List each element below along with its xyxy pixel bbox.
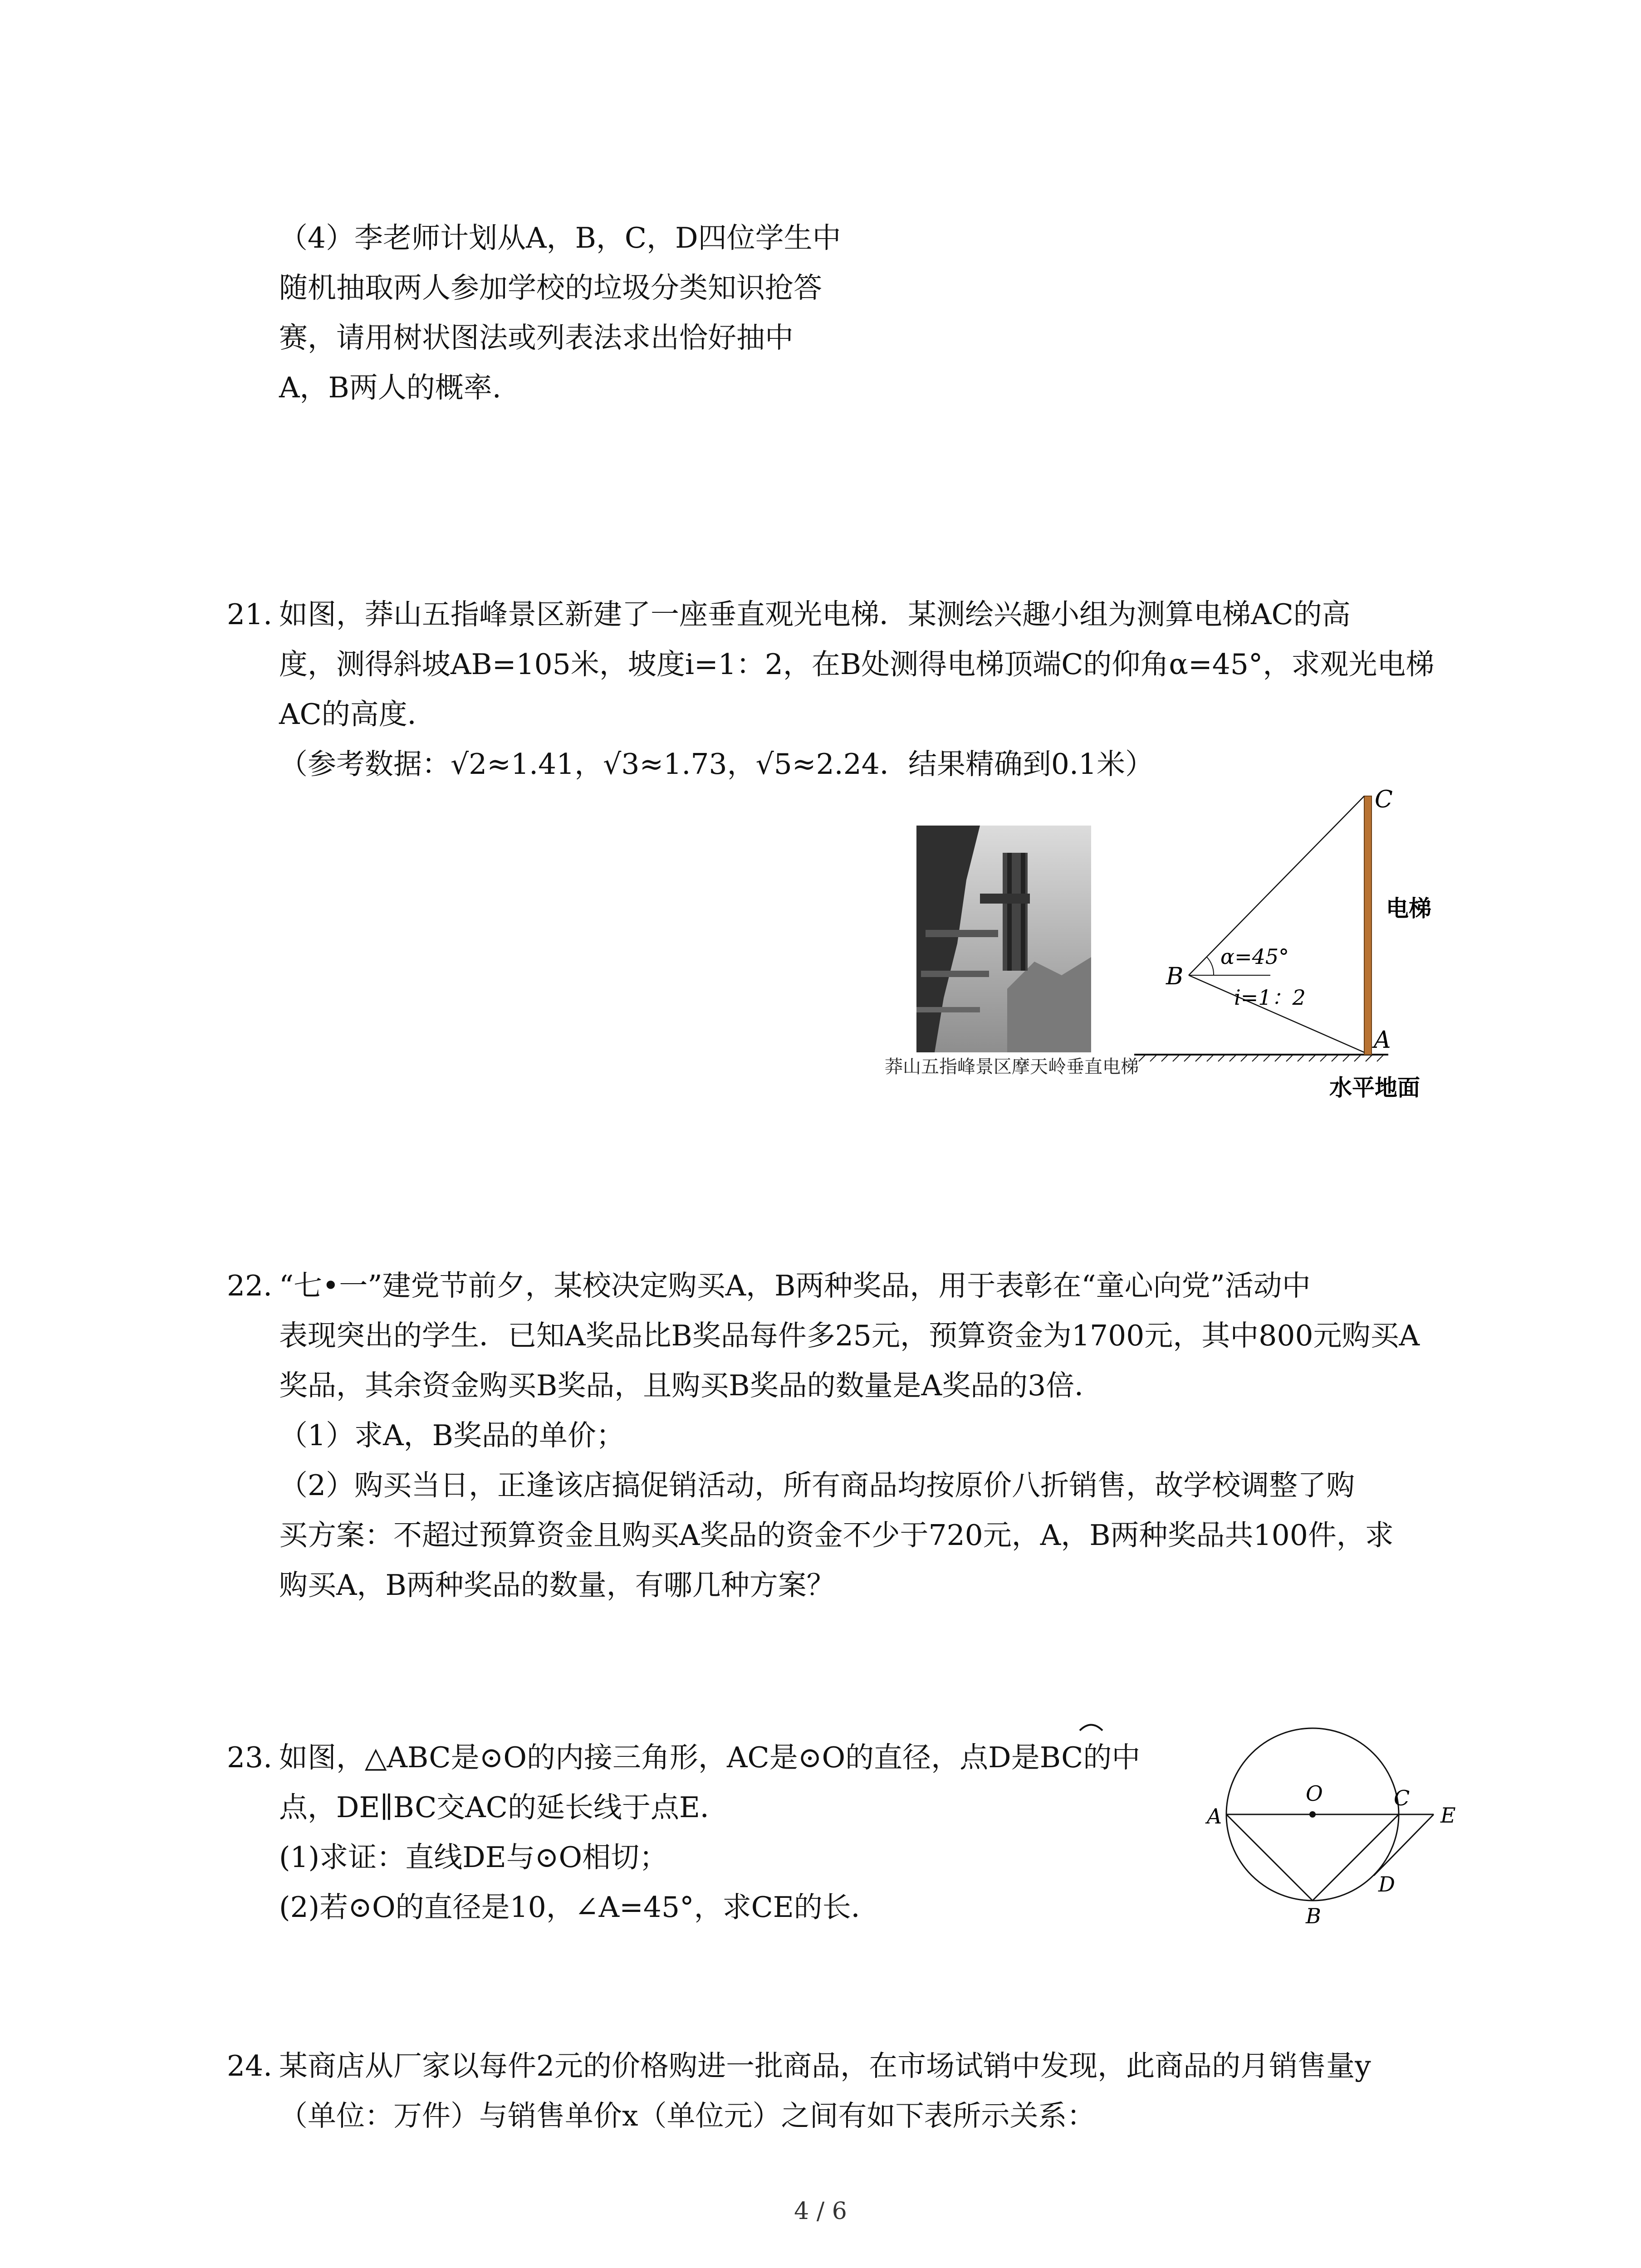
line-ab <box>1226 1814 1313 1901</box>
text-line: 随机抽取两人参加学校的垃圾分类知识抢答 <box>279 271 822 304</box>
page-number: 4 / 6 <box>794 2198 847 2225</box>
q20-part4 <box>279 213 841 413</box>
question-number: 21. <box>227 598 273 631</box>
ground-hatch <box>1139 1055 1384 1061</box>
text-line: （4）李老师计划从A，B，C，D四位学生中 <box>279 221 841 254</box>
arc-mark <box>1078 1719 1105 1733</box>
center-point <box>1309 1811 1316 1818</box>
label-b: B <box>1166 963 1184 990</box>
text-line: 如图，△ABC是⊙O的内接三角形，AC是⊙O的直径，点D是BC的中 <box>279 1741 1141 1774</box>
text-line: A，B两人的概率. <box>279 371 501 404</box>
question-number: 23. <box>227 1741 273 1774</box>
elevator-diagram <box>1134 780 1479 1107</box>
question-24 <box>227 2041 1371 2141</box>
text-line: “七•一”建党节前夕，某校决定购买A，B两种奖品，用于表彰在“童心向党”活动中 <box>279 1269 1311 1302</box>
text-line: （1）求A，B奖品的单价； <box>279 1419 625 1452</box>
text-line: 表现突出的学生．已知A奖品比B奖品每件多25元，预算资金为1700元，其中800元购买A <box>279 1319 1420 1352</box>
elevator-photo <box>916 826 1091 1052</box>
text-line: （参考数据：√2≈1.41，√3≈1.73，√5≈2.24．结果精确到0.1米） <box>279 748 1154 781</box>
text-line: 赛，请用树状图法或列表法求出恰好抽中 <box>279 321 794 354</box>
text-line: 如图，莽山五指峰景区新建了一座垂直观光电梯．某测绘兴趣小组为测算电梯AC的高 <box>279 598 1351 631</box>
text-line: (1)求证：直线DE与⊙O相切； <box>279 1841 668 1874</box>
slope-label: i=1：2 <box>1234 985 1306 1010</box>
label-b: B <box>1306 1904 1321 1928</box>
text-line: AC的高度． <box>279 698 436 731</box>
label-d: D <box>1378 1872 1395 1897</box>
text-line: （2）购买当日，正逢该店搞促销活动，所有商品均按原价八折销售，故学校调整了购 <box>279 1469 1355 1502</box>
label-e: E <box>1440 1803 1456 1828</box>
label-c: C <box>1394 1786 1410 1810</box>
text-line: (2)若⊙O的直径是10，∠A=45°，求CE的长． <box>279 1891 880 1924</box>
label-o: O <box>1306 1781 1323 1806</box>
angle-arc <box>1207 957 1214 975</box>
text-line: 某商店从厂家以每件2元的价格购进一批商品，在市场试销中发现，此商品的月销售量y <box>279 2049 1371 2082</box>
label-c: C <box>1375 786 1393 813</box>
ground-label: 水平地面 <box>1329 1075 1420 1101</box>
line-de <box>1374 1814 1434 1876</box>
label-a: A <box>1207 1804 1222 1828</box>
photo-illustration <box>916 826 1091 1052</box>
text-line: 购买A，B两种奖品的数量，有哪几种方案？ <box>279 1569 835 1602</box>
elevator-label: 电梯 <box>1386 895 1431 922</box>
text-line: 买方案：不超过预算资金且购买A奖品的资金不少于720元，A，B两种奖品共100件，求 <box>279 1519 1394 1552</box>
photo-caption: 莽山五指峰景区摩天岭垂直电梯 <box>885 1056 1139 1077</box>
question-21 <box>227 590 1434 789</box>
question-23 <box>227 1733 1140 1932</box>
text-line: 奖品，其余资金购买B奖品，且购买B奖品的数量是A奖品的3倍． <box>279 1369 1103 1402</box>
question-number: 24. <box>227 2049 273 2082</box>
text-line: 点，DE∥BC交AC的延长线于点E． <box>279 1791 729 1824</box>
question-number: 22. <box>227 1269 273 1302</box>
question-22 <box>227 1261 1420 1610</box>
angle-label: α=45° <box>1220 944 1289 969</box>
text-line: 度，测得斜坡AB=105米，坡度i=1：2，在B处测得电梯顶端C的仰角α=45°，求观光电梯 <box>279 648 1435 681</box>
circle-diagram <box>1189 1719 1497 1928</box>
elevator-shaft <box>1364 796 1372 1055</box>
text-line: （单位：万件）与销售单价x（单位元）之间有如下表所示关系： <box>279 2099 1096 2132</box>
label-a: A <box>1374 1026 1391 1054</box>
